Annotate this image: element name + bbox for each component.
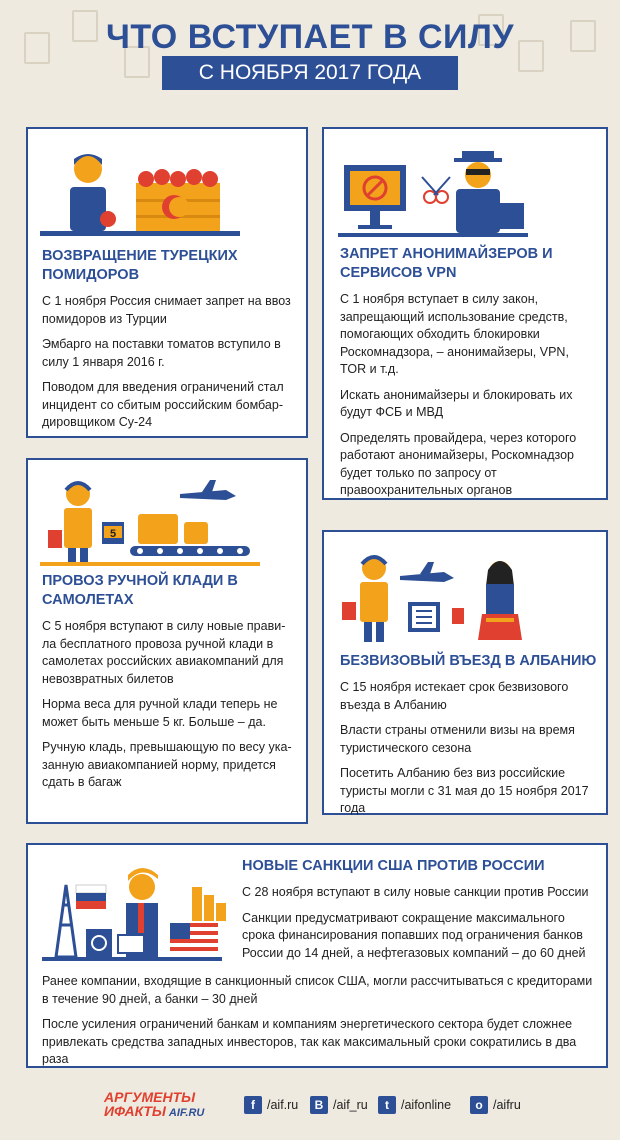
logo-site: AIF.RU (168, 1107, 205, 1119)
card-paragraph: После усиления ограничений банкам и компаниям энергетического сектора будет сложнее привлекать средства западных инвесторов, так как максимальный сроки сократились в два раза (42, 1017, 577, 1066)
sanctions-illustration (42, 865, 232, 965)
card-paragraph: Ранее компании, входящие в санкционный список США, могли рассчитываться с кредиторами в течение 90 дней, а банки – 30 дней (42, 974, 593, 1006)
twitter-icon: t (378, 1096, 396, 1114)
card-paragraph: Поводом для введения ограничений стал инцидент со сбитым российским бомбар-дировщиком Су-24 (42, 380, 284, 429)
card-title: ЗАПРЕТ АНОНИМАЙЗЕРОВ И СЕРВИСОВ VPN (340, 246, 553, 281)
logo-line2: ИФАКТЫ (104, 1103, 166, 1119)
card-paragraph: Посетить Албанию без виз российские туристы могли с 31 мая до 15 ноября 2017 года (340, 766, 589, 815)
card-title: ВОЗВРАЩЕНИЕ ТУРЕЦКИХ ПОМИДОРОВ (42, 248, 238, 283)
card-vpn-ban (322, 127, 608, 500)
card-turkish-tomatoes (26, 127, 308, 438)
hacker-illustration (338, 147, 538, 243)
card-paragraph: С 1 ноября вступает в силу закон, запрещающий использование средств, помогающих обходить блокировки Роскомнадзора, – анонимайзеры, VPN, TOR и т.д. (340, 292, 569, 376)
tomato-crate-illustration (40, 143, 250, 239)
page-subtitle: С НОЯБРЯ 2017 ГОДА (162, 56, 458, 90)
card-paragraph: С 5 ноября вступают в силу новые прави-ла бесплатного провоза ручной клади в самолетах российских авиакомпаний для невозвратных билетов (42, 619, 286, 686)
vk-icon: В (310, 1096, 328, 1114)
card-paragraph: Искать анонимайзеры и блокировать их будут ФСБ и МВД (340, 387, 573, 419)
card-paragraph: С 28 ноября вступают в силу новые санкции против России (242, 885, 589, 899)
social-label: /aifonline (401, 1098, 452, 1112)
card-paragraph: Власти страны отменили визы на время туристического сезона (340, 723, 575, 755)
card-paragraph: Норма веса для ручной клади теперь не может быть меньше 5 кг. Больше – да. (42, 697, 278, 729)
footer (0, 1090, 620, 1120)
aif-logo[interactable] (104, 1090, 220, 1120)
social-link-twitter[interactable] (378, 1095, 451, 1115)
card-paragraph: С 1 ноября Россия снимает запрет на ввоз помидоров из Турции (42, 294, 291, 326)
social-link-facebook[interactable] (244, 1095, 298, 1115)
odnoklassniki-icon: о (470, 1096, 488, 1114)
card-title: ПРОВОЗ РУЧНОЙ КЛАДИ В САМОЛЕТАХ (42, 573, 238, 608)
card-albania-visa-free (322, 530, 608, 815)
card-us-sanctions (26, 843, 608, 1068)
card-hand-luggage (26, 458, 308, 824)
social-label: /aif.ru (267, 1098, 299, 1112)
card-paragraph: Определять провайдера, через которого работают анонимайзеры, Роскомнадзор будет только по запросу от правоохранительных органов (340, 430, 577, 497)
social-link-vk[interactable] (310, 1095, 368, 1115)
card-paragraph: Ручную кладь, превышающую по весу ука-занную авиакомпанией норму, придется сдать в багаж (42, 740, 292, 789)
card-paragraph: Санкции предусматривают сокращение максимального срока финансирования попавших под ограничения банков России до 14 дней, а нефтегазовых компаний – до 60 дней (242, 910, 586, 960)
page-title: ЧТО ВСТУПАЕТ В СИЛУ (106, 18, 514, 56)
social-link-odnoklassniki[interactable] (470, 1095, 521, 1115)
luggage-belt-illustration (40, 470, 260, 570)
social-label: /aif_ru (333, 1098, 368, 1112)
scale-label: 5 (109, 528, 117, 540)
card-paragraph: С 15 ноября истекает срок безвизового въезда в Албанию (340, 680, 569, 712)
logo-line1: АРГУМЕНТЫ (104, 1089, 196, 1105)
facebook-icon: f (244, 1096, 262, 1114)
card-title: БЕЗВИЗОВЫЙ ВЪЕЗД В АЛБАНИЮ (340, 653, 597, 669)
social-label: /aifru (493, 1098, 521, 1112)
card-title: НОВЫЕ САНКЦИИ США ПРОТИВ РОССИИ (242, 858, 545, 874)
albania-travel-illustration (336, 546, 546, 646)
card-paragraph: Эмбарго на поставки томатов вступило в силу 1 января 2016 г. (42, 337, 281, 369)
